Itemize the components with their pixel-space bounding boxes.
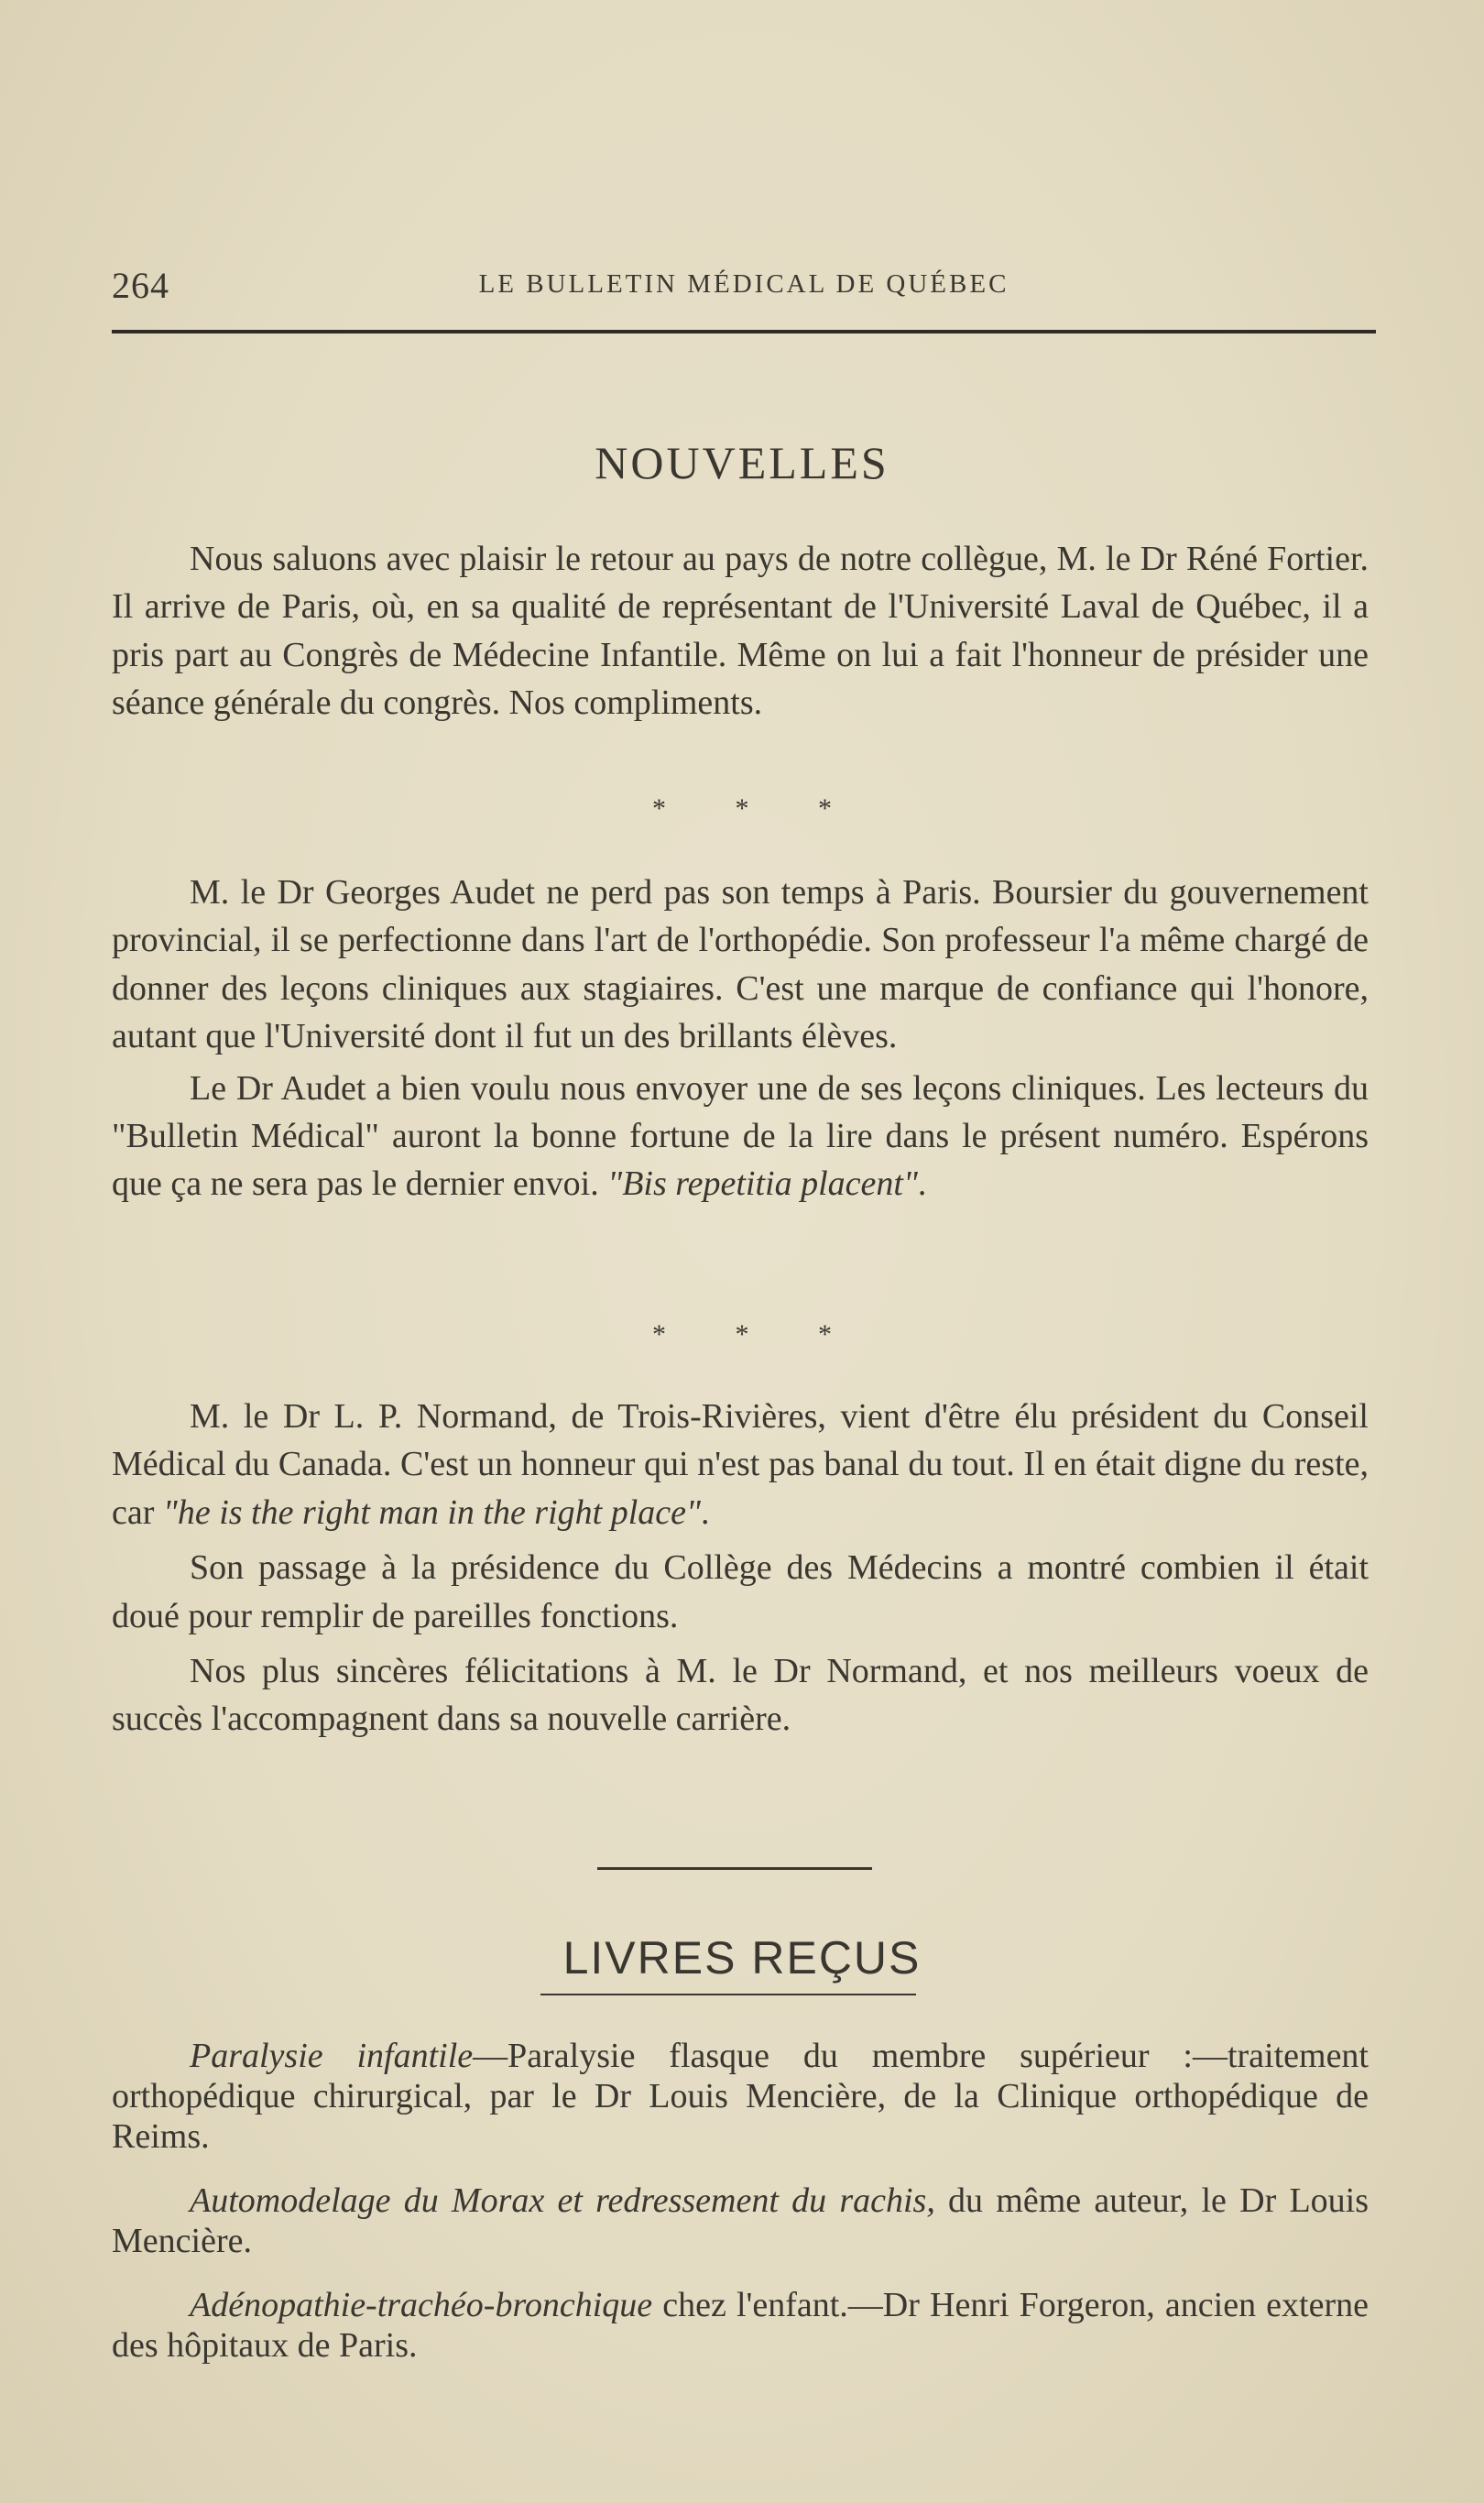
- paragraph: Son passage à la présidence du Collège des Médecins a montré combien il était doué pour remplir de pareilles fonctions.: [112, 1548, 1369, 1635]
- english-quote: "he is the right man in the right place": [162, 1492, 701, 1532]
- paragraph: Nos plus sincères félicitations à M. le Dr Normand, et nos meilleurs voeux de succès l'accompagnent dans sa nouvelle carrière.: [112, 1652, 1369, 1739]
- paragraph-text: M. le Dr L. P. Normand, de Trois-Rivières, vient d'être élu président du Conseil Médical du Canada. C'est un honneur qui n'est pas banal du tout. Il en était digne du reste, car: [112, 1397, 1369, 1532]
- section-divider: [597, 1867, 872, 1870]
- book-entry: [112, 2036, 1369, 2157]
- punctuation: .: [917, 1164, 927, 1204]
- punctuation: .: [700, 1492, 710, 1532]
- book-details: chez l'enfant.—Dr Henri Forgeron, ancien externe des hôpitaux de Paris.: [112, 2286, 1369, 2365]
- paragraph: Nous saluons avec plaisir le retour au pays de notre collègue, M. le Dr Réné Fortier. Il arrive de Paris, où, en sa qualité de représentant de l'Université Laval de Québec, il a pris part au Congrès de Médecine Infantile. Même on lui a fait l'honneur de présider une séance générale du congrès. Nos compliments.: [112, 540, 1369, 723]
- title-underline: [540, 1994, 916, 1995]
- running-title: LE BULLETIN MÉDICAL DE QUÉBEC: [478, 269, 1009, 299]
- header-rule: [112, 330, 1376, 333]
- paragraph: [112, 1065, 1369, 1208]
- book-title: Automodelage du Morax et redressement du rachis,: [190, 2181, 935, 2220]
- book-title: Adénopathie-trachéo-bronchique: [190, 2286, 653, 2324]
- separator-asterisks: * * *: [652, 1319, 863, 1350]
- book-entry: [112, 2285, 1369, 2366]
- news-item-fortier: [112, 535, 1369, 727]
- book-details: —Paralysie flasque du membre supérieur :—traitement orthopédique chirurgical, par le Dr Louis Mencière, de la Clinique orthopédique de Reims.: [112, 2037, 1369, 2156]
- latin-quote: "Bis repetitia placent": [607, 1164, 918, 1204]
- paragraph: M. le Dr Georges Audet ne perd pas son temps à Paris. Boursier du gouvernement provincial, il se perfectionne dans l'art de l'orthopédie. Son professeur l'a même chargé de donner des leçons cliniques aux stagiaires. C'est une marque de confiance qui l'honore, autant que l'Université dont il fut un des brillants élèves.: [112, 873, 1369, 1056]
- news-item-normand: [112, 1393, 1369, 1743]
- page-header: [112, 264, 1376, 308]
- news-item-audet: [112, 869, 1369, 1208]
- page-number: 264: [112, 265, 169, 306]
- book-title: Paralysie infantile: [190, 2037, 474, 2075]
- section-title-livres: LIVRES REÇUS: [562, 1932, 922, 1984]
- book-details: du même auteur, le Dr Louis Mencière.: [112, 2181, 1369, 2260]
- book-entry: [112, 2181, 1369, 2261]
- paragraph: [112, 1393, 1369, 1536]
- books-list: [112, 2036, 1369, 2366]
- paragraph-text: Le Dr Audet a bien voulu nous envoyer une de ses leçons cliniques. Les lecteurs du "Bulletin Médical" auront la bonne fortune de la lire dans le présent numéro. Espérons que ça ne sera pas le dernier envoi.: [112, 1068, 1369, 1204]
- separator-asterisks: * * *: [652, 793, 863, 824]
- section-title-nouvelles: NOUVELLES: [595, 437, 889, 488]
